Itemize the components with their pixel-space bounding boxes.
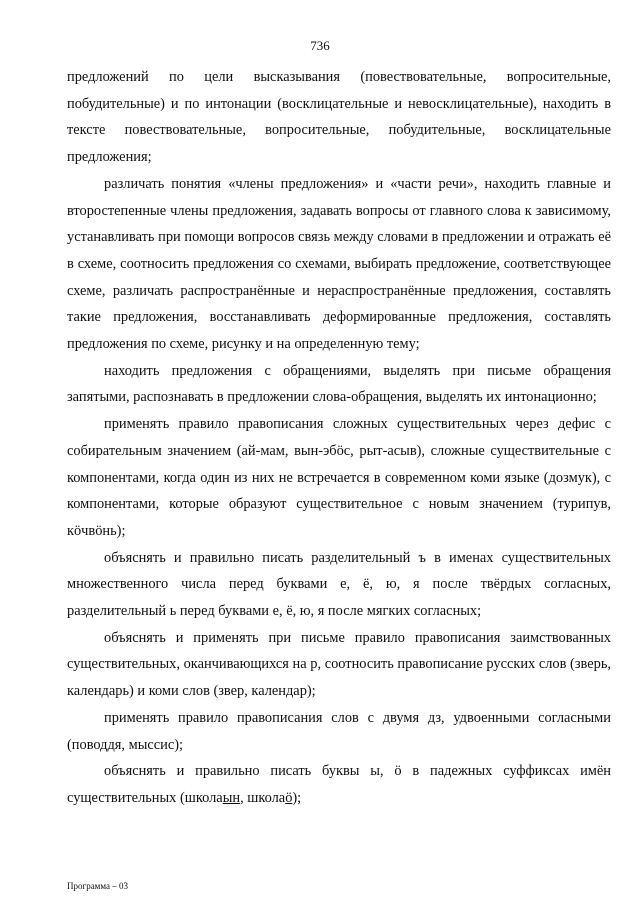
body-text	[67, 64, 611, 812]
underlined-suffix: ӧ	[285, 789, 293, 806]
paragraph-text: );	[292, 789, 302, 806]
paragraph: объяснять и применять при письме правило правописания заимствованных существительных, оканчивающихся на р, соотносить правописание русских слов (зверь, календарь) и коми слов (звер, календар);	[67, 629, 611, 700]
page-footer: Программа – 03	[67, 881, 129, 891]
paragraph: различать понятия «члены предложения» и «части речи», находить главные и второстепенные члены предложения, задавать вопросы от главного слова к зависимому, устанавливать при помощи вопросов связь между словами в предложении и отражать её в схеме, соотносить предложения со схемами, выбирать предложение, соответствующее схеме, различать распространённые и нераспространённые предложения, составлять такие предложения, восстанавливать деформированные предложения, составлять предложения по схеме, рисунку и на определенную тему;	[67, 175, 611, 353]
underlined-suffix: ын	[222, 789, 241, 806]
paragraph: предложений по цели высказывания (повествовательные, вопросительные, побудительные) и по интонации (восклицательные и невосклицательные), находить в тексте повествовательные, вопросительные, побудительные, восклицательные предложения;	[67, 69, 611, 166]
paragraph-text: , школа	[240, 789, 286, 806]
paragraph-text: объяснять и правильно писать буквы ы, ӧ в падежных суффиксах имён существительных (школа	[67, 763, 611, 806]
paragraph: находить предложения с обращениями, выделять при письме обращения запятыми, распознавать в предложении слова-обращения, выделять их интонационно;	[67, 362, 611, 406]
page-number: 736	[310, 38, 330, 53]
paragraph: применять правило правописания слов с двумя дз, удвоенными согласными (поводдя, мыссис);	[67, 709, 611, 753]
paragraph: объяснять и правильно писать разделительный ъ в именах существительных множественного числа перед буквами е, ё, ю, я после твёрдых согласных, разделительный ь перед буквами е, ё, ю, я после мягких согласных;	[67, 549, 611, 620]
paragraph	[67, 758, 611, 811]
paragraph: применять правило правописания сложных существительных через дефис с собирательным значением (ай-мам, вын-эбӧс, рыт-асыв), сложные существительные с компонентами, когда один из них не встречается в современном коми языке (дозмук), с компонентами, которые образуют существительное с новым значением (турипув, кӧчвӧнь);	[67, 416, 611, 539]
